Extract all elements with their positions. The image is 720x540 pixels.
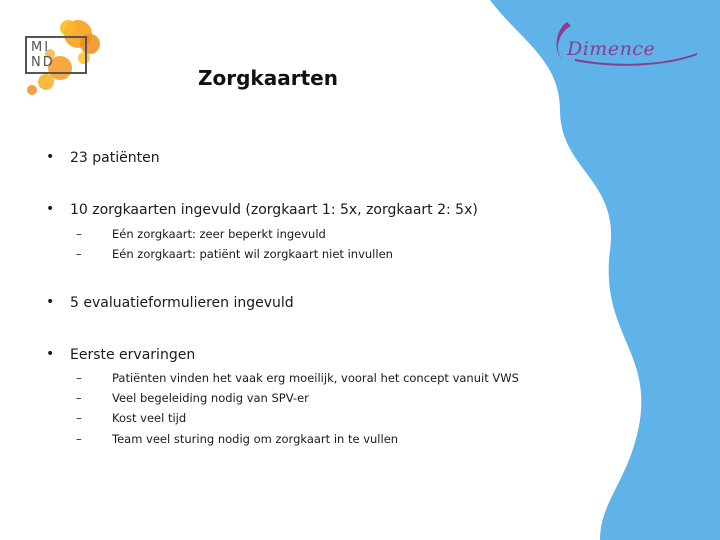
dimence-logo [545, 16, 705, 76]
sub-bullet-item [76, 391, 309, 405]
sub-bullet-text: Patiënten vinden het vaak erg moeilijk, vooral het concept vanuit VWS [112, 371, 519, 385]
dash-icon: – [76, 371, 82, 385]
bullet-dot-icon: • [46, 149, 55, 165]
sub-bullet-item [76, 247, 393, 261]
bullet-text: 10 zorgkaarten ingevuld (zorgkaart 1: 5x, zorgkaart 2: 5x) [70, 202, 478, 218]
mind-logo [20, 10, 110, 100]
bullet-dot-icon: • [46, 346, 55, 362]
sub-bullet-text: Kost veel tijd [112, 411, 187, 425]
sub-bullet-item [76, 411, 187, 425]
bullet-text: 23 patiënten [70, 150, 160, 166]
bullet-text: Eerste ervaringen [70, 347, 196, 363]
sub-bullet-text: Team veel sturing nodig om zorgkaart in te vullen [112, 432, 399, 446]
dash-icon: – [76, 247, 82, 261]
sub-bullet-text: Veel begeleiding nodig van SPV-er [112, 391, 309, 405]
sub-bullet-item [76, 227, 326, 241]
bullet-dot-icon: • [46, 294, 55, 310]
bullet-text: 5 evaluatieformulieren ingevuld [70, 295, 294, 311]
mind-line1: MI [31, 40, 51, 55]
sub-bullet-text: Eén zorgkaart: patiënt wil zorgkaart niet invullen [112, 247, 393, 261]
bullet-dot-icon: • [46, 201, 55, 217]
mind-line2: ND [31, 55, 55, 70]
slide-title: Zorgkaarten [198, 66, 338, 90]
dash-icon: – [76, 391, 82, 405]
sub-bullet-text: Eén zorgkaart: zeer beperkt ingevuld [112, 227, 326, 241]
dash-icon: – [76, 227, 82, 241]
sub-bullet-item [76, 371, 519, 385]
dimence-wordmark: Dimence [567, 38, 656, 60]
dash-icon: – [76, 432, 82, 446]
dash-icon: – [76, 411, 82, 425]
mind-wordmark [25, 36, 87, 74]
sub-bullet-item [76, 432, 399, 446]
